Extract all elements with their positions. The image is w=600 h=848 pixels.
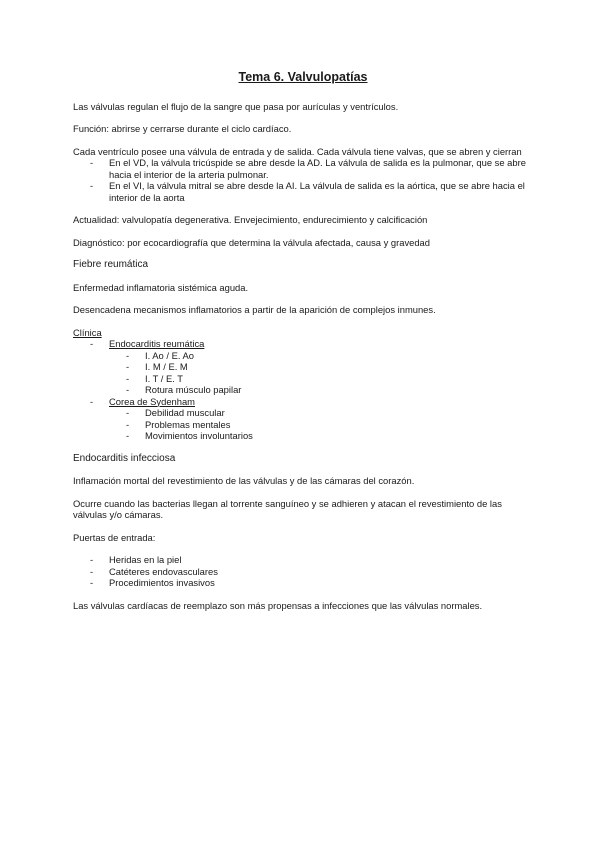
endocarditis-sublist — [109, 350, 533, 396]
list-item: - Debilidad muscular — [109, 407, 533, 419]
endocarditis-heading: Endocarditis infecciosa — [73, 452, 176, 464]
puertas-list — [73, 554, 533, 589]
intro-paragraph: Las válvulas regulan el flujo de la sangre que pasa por aurículas y ventrículos. — [73, 100, 399, 112]
list-item: - Rotura músculo papilar — [109, 384, 533, 396]
list-item: - I. M / E. M — [109, 361, 533, 373]
list-item — [73, 396, 533, 442]
closing-paragraph: Las válvulas cardíacas de reemplazo son más propensas a infecciones que las válvulas normales. — [73, 599, 483, 611]
diagnostico-paragraph: Diagnóstico: por ecocardiografía que determina la válvula afectada, causa y gravedad — [73, 236, 430, 248]
list-item: - En el VI, la válvula mitral se abre desde la AI. La válvula de salida es la aórtica, que se abre hacia el interior de la aorta — [73, 180, 533, 203]
fiebre-heading: Fiebre reumática — [73, 259, 149, 270]
list-item: - I. T / E. T — [109, 373, 533, 385]
puertas-label: Puertas de entrada: — [73, 531, 156, 543]
corea-label: Corea de Sydenham — [109, 395, 195, 407]
corea-sublist — [109, 407, 533, 442]
document-page — [73, 72, 533, 622]
fiebre-paragraph-1: Enfermedad inflamatoria sistémica aguda. — [73, 281, 249, 293]
ventriculo-list — [73, 157, 533, 203]
list-item: - En el VD, la válvula tricúspide se abre desde la AD. La válvula de salida es la pulmonar, que se abre hacia el interior de la arteria pulmonar. — [73, 157, 533, 180]
fiebre-paragraph-2: Desencadena mecanismos inflamatorios a partir de la aparición de complejos inmunes. — [73, 304, 436, 315]
endocarditis-paragraph-1: Inflamación mortal del revestimiento de las válvulas y de las cámaras del corazón. — [73, 475, 415, 486]
list-item — [73, 338, 533, 396]
list-item: - I. Ao / E. Ao — [109, 350, 533, 362]
endocarditis-paragraph-2: Ocurre cuando las bacterias llegan al torrente sanguíneo y se adhieren y atacan el revestimiento de las válvulas y/o cámaras. — [73, 497, 502, 520]
list-item: - Heridas en la piel — [73, 554, 533, 566]
page-title: Tema 6. Valvulopatías — [238, 70, 368, 84]
funcion-paragraph: Función: abrirse y cerrarse durante el ciclo cardíaco. — [73, 123, 292, 134]
list-item: - Procedimientos invasivos — [73, 577, 533, 589]
clinica-list — [73, 338, 533, 442]
clinica-label: Clínica — [73, 326, 102, 338]
ventriculo-paragraph: Cada ventrículo posee una válvula de entrada y de salida. Cada válvula tiene valvas, que se abren y cierran — [73, 145, 522, 157]
actualidad-paragraph: Actualidad: valvulopatía degenerativa. Envejecimiento, endurecimiento y calcificación — [73, 214, 428, 225]
list-item: - Problemas mentales — [109, 419, 533, 431]
endocarditis-reumatica-label: Endocarditis reumática — [109, 338, 205, 349]
list-item: - Movimientos involuntarios — [109, 430, 533, 442]
list-item: - Catéteres endovasculares — [73, 566, 533, 578]
